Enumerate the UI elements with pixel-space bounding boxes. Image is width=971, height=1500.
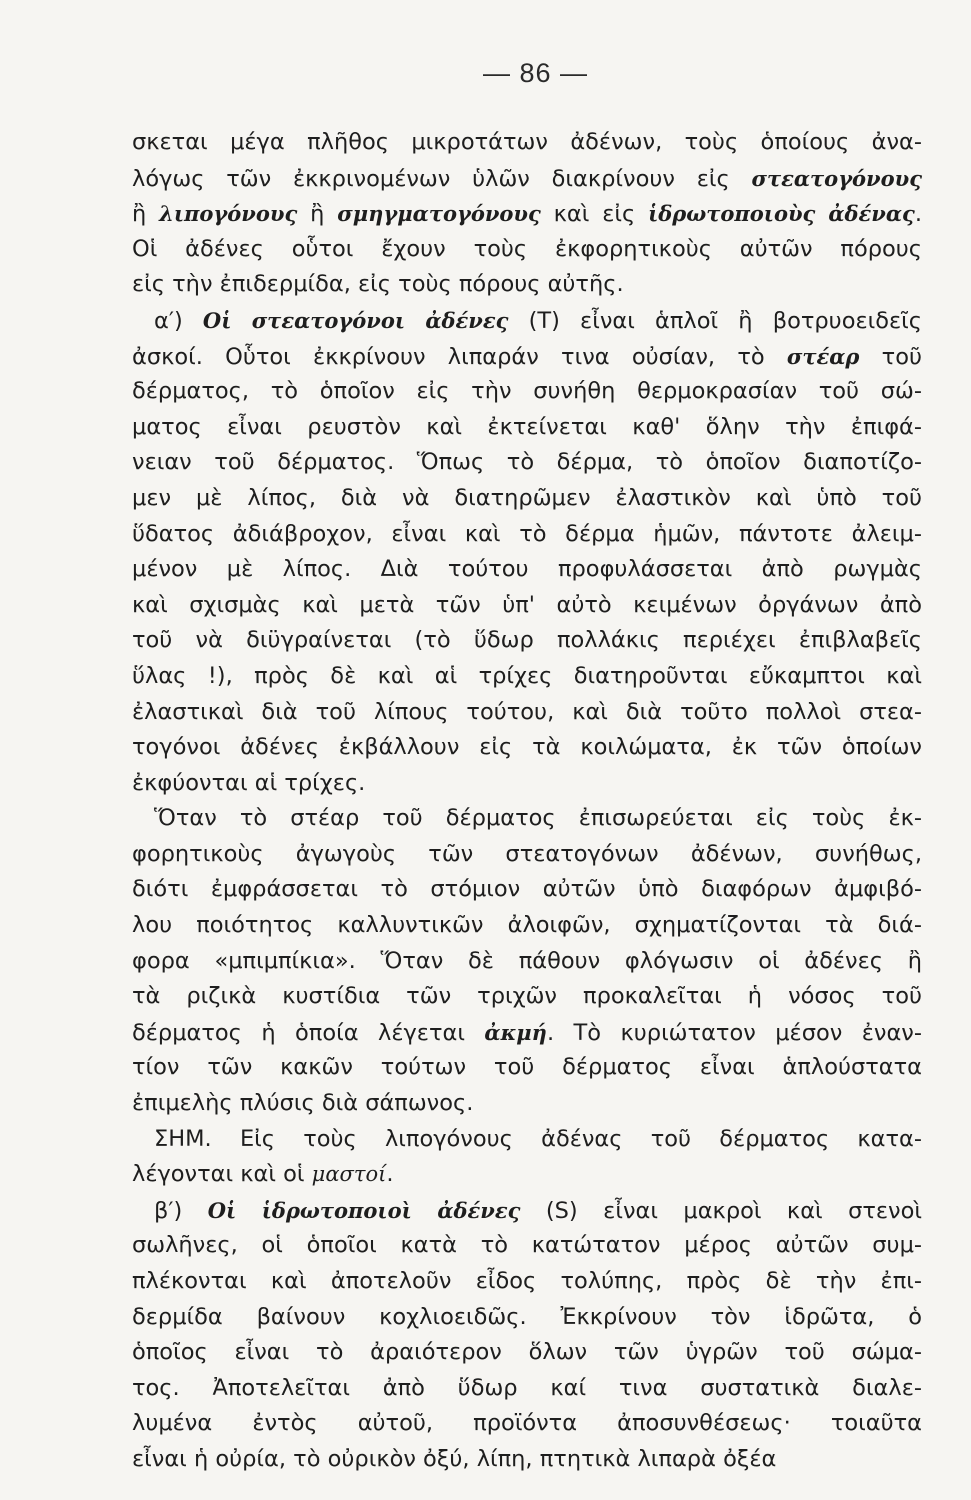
- text-line: [132, 196, 922, 232]
- emphasized-text: σμηγματογόνους: [337, 201, 541, 227]
- text-line: [132, 445, 922, 481]
- emphasized-text: Οἱ ἱδρωτοποιοὶ ἀδένες: [207, 1197, 521, 1223]
- text-line: [132, 339, 922, 375]
- emphasized-text: στεατογόνους: [751, 165, 922, 191]
- text-run: ἐλαστικαὶ διὰ τοῦ λίπους τούτου, καὶ διὰ τοῦτο πολλοὶ στεα-: [132, 698, 922, 725]
- text-run: μεν μὲ λίπος, διὰ νὰ διατηρῶμεν ἐλαστικὸν καὶ ὑπὸ τοῦ: [132, 484, 922, 511]
- text-run: πλέκονται καὶ ἀποτελοῦν εἶδος τολύπης, πρὸς δὲ τὴν ἐπι-: [132, 1268, 922, 1294]
- text-run: καὶ εἰς: [540, 201, 649, 228]
- text-run: ἀσκοί. Οὗτοι ἐκκρίνουν λιπαράν τινα οὐσίαν, τὸ: [132, 343, 787, 370]
- emphasized-text: στέαρ: [786, 343, 860, 369]
- text-line: [132, 837, 922, 873]
- emphasized-text: ἱδρωτοποιοὺς ἀδένας: [648, 201, 915, 227]
- text-run: ὕδατος ἀδιάβροχον, εἶναι καὶ τὸ δέρμα ἡμῶν, πάντοτε ἀλειμ-: [132, 520, 922, 547]
- text-line: [132, 730, 922, 766]
- text-run: σκεται μέγα πλῆθος μικροτάτων ἀδένων, τοὺς ὁποίους ἀνα-: [132, 129, 922, 155]
- page-number: — 86 —: [482, 58, 589, 88]
- text-run: λέγονται καὶ οἱ: [132, 1161, 312, 1188]
- text-run: δέρματος, τὸ ὁποῖον εἰς τὴν συνήθη θερμοκρασίαν τοῦ σώ-: [132, 378, 922, 405]
- text-run: λυμένα ἐντὸς αὐτοῦ, προϊόντα ἀποσυνθέσεως· τοιαῦτα: [132, 1410, 922, 1437]
- text-run: (S) εἶναι μακροὶ καὶ στενοὶ: [520, 1197, 923, 1224]
- text-run: νειαν τοῦ δέρματος. Ὅπως τὸ δέρμα, τὸ ὁποῖον διαποτίζο-: [132, 449, 922, 476]
- text-line: [132, 1015, 922, 1051]
- text-line: [132, 232, 922, 268]
- text-run: σωλῆνες, οἱ ὁποῖοι κατὰ τὸ κατώτατον μέρος αὐτῶν συμ-: [132, 1232, 922, 1259]
- text-run: β′): [154, 1197, 208, 1224]
- text-run: τοῦ νὰ διϋγραίνεται (τὸ ὕδωρ πολλάκις περιέχει ἐπιβλαβεῖς: [132, 627, 922, 654]
- text-run: τίον τῶν κακῶν τούτων τοῦ δέρματος εἶναι ἁπλούστατα: [132, 1054, 922, 1081]
- text-run: τογόνοι ἀδένες ἐκβάλλουν εἰς τὰ κοιλώματα, ἐκ τῶν ὁποίων: [132, 734, 922, 761]
- text-line: [132, 801, 922, 837]
- text-run: δέρματος ἡ ὁποία λέγεται: [132, 1019, 485, 1046]
- text-line: [132, 481, 922, 517]
- text-line: [132, 267, 922, 303]
- text-run: καὶ σχισμὰς καὶ μετὰ τῶν ὑπ' αὐτὸ κειμένων ὀργάνων ἀπὸ: [132, 591, 922, 618]
- text-line: [132, 623, 922, 659]
- text-line: [132, 1086, 922, 1122]
- text-run: Οἱ ἀδένες οὗτοι ἔχουν τοὺς ἐκφορητικοὺς αὐτῶν πόρους: [132, 235, 922, 262]
- text-line: [132, 1300, 922, 1336]
- text-line: [132, 410, 922, 446]
- text-run: ἢ: [132, 201, 160, 228]
- text-run: . Τὸ κυριώτατον μέσον ἐναν-: [546, 1019, 922, 1046]
- text-run: ἢ: [297, 201, 338, 228]
- text-line: [132, 1050, 922, 1086]
- text-line: [132, 1157, 922, 1193]
- text-line: [132, 125, 922, 161]
- text-line: [132, 517, 922, 553]
- text-run: ματος εἶναι ρευστὸν καὶ ἐκτείνεται καθ' ὅλην τὴν ἐπιφά-: [132, 413, 922, 440]
- text-line: [132, 1442, 922, 1478]
- text-run: .: [914, 201, 922, 228]
- text-run: τὰ ριζικὰ κυστίδια τῶν τριχῶν προκαλεῖται ἡ νόσος τοῦ: [132, 983, 922, 1010]
- emphasized-text: μαστοί: [311, 1162, 387, 1187]
- text-line: [132, 944, 922, 980]
- emphasized-text: ἀκμή: [484, 1019, 547, 1045]
- body-text: [132, 125, 922, 1478]
- text-run: ΣΗΜ. Εἰς τοὺς λιπογόνους ἀδένας τοῦ δέρματος κατα-: [154, 1125, 922, 1152]
- text-run: δερμίδα βαίνουν κοχλιοειδῶς. Ἐκκρίνουν τὸν ἱδρῶτα, ὁ: [132, 1303, 922, 1330]
- text-line: [132, 552, 922, 588]
- text-line: [132, 1228, 922, 1264]
- text-run: μένον μὲ λίπος. Διὰ τούτου προφυλάσσεται ἀπὸ ρωγμὰς: [132, 556, 922, 583]
- text-run: διότι ἐμφράσσεται τὸ στόμιον αὐτῶν ὑπὸ διαφόρων ἀμφιβό-: [132, 876, 922, 903]
- text-run: .: [386, 1161, 394, 1188]
- text-run: ὁποῖος εἶναι τὸ ἀραιότερον ὅλων τῶν ὑγρῶν τοῦ σώμα-: [132, 1339, 922, 1366]
- text-run: ἐκφύονται αἱ τρίχες.: [132, 769, 366, 796]
- text-line: [132, 1122, 922, 1158]
- text-line: [132, 1264, 922, 1300]
- emphasized-text: Οἱ στεατογόνοι ἀδένες: [202, 307, 509, 333]
- text-run: ἐπιμελὴς πλύσις διὰ σάπωνος.: [132, 1090, 474, 1117]
- text-line: [132, 588, 922, 624]
- text-run: α′): [154, 307, 203, 334]
- text-line: [132, 1335, 922, 1371]
- text-line: [132, 1406, 922, 1442]
- text-line: [132, 303, 922, 339]
- text-run: λόγως τῶν ἐκκρινομένων ὑλῶν διακρίνουν εἰς: [132, 165, 752, 192]
- text-line: [132, 161, 922, 197]
- text-run: λου ποιότητος καλλυντικῶν ἀλοιφῶν, σχηματίζονται τὰ διά-: [132, 912, 922, 939]
- text-run: τοῦ: [859, 343, 922, 370]
- text-line: [132, 979, 922, 1015]
- text-run: τος. Ἀποτελεῖται ἀπὸ ὕδωρ καί τινα συστατικὰ διαλε-: [132, 1374, 922, 1401]
- text-run: ὕλας !), πρὸς δὲ καὶ αἱ τρίχες διατηροῦνται εὔκαμπτοι καὶ: [132, 662, 922, 689]
- text-run: (Τ) εἶναι ἁπλοῖ ἢ βοτρυοειδεῖς: [508, 307, 922, 334]
- text-line: [132, 374, 922, 410]
- text-line: [132, 908, 922, 944]
- text-line: [132, 872, 922, 908]
- text-line: [132, 1193, 922, 1229]
- text-line: [132, 766, 922, 802]
- text-run: Ὅταν τὸ στέαρ τοῦ δέρματος ἐπισωρεύεται εἰς τοὺς ἐκ-: [154, 805, 922, 832]
- text-run: εἶναι ἡ οὐρία, τὸ οὐρικὸν ὀξύ, λίπη, πτητικὰ λιπαρὰ ὀξέα: [132, 1445, 777, 1472]
- emphasized-text: λιπογόνους: [159, 201, 298, 227]
- text-line: [132, 1371, 922, 1407]
- text-run: φορητικοὺς ἀγωγοὺς τῶν στεατογόνων ἀδένων, συνήθως,: [132, 840, 922, 867]
- text-line: [132, 695, 922, 731]
- text-line: [132, 659, 922, 695]
- text-run: εἰς τὴν ἐπιδερμίδα, εἰς τοὺς πόρους αὐτῆς.: [132, 271, 624, 298]
- text-run: φορα «μπιμπίκια». Ὅταν δὲ πάθουν φλόγωσιν οἱ ἀδένες ἢ: [132, 947, 922, 974]
